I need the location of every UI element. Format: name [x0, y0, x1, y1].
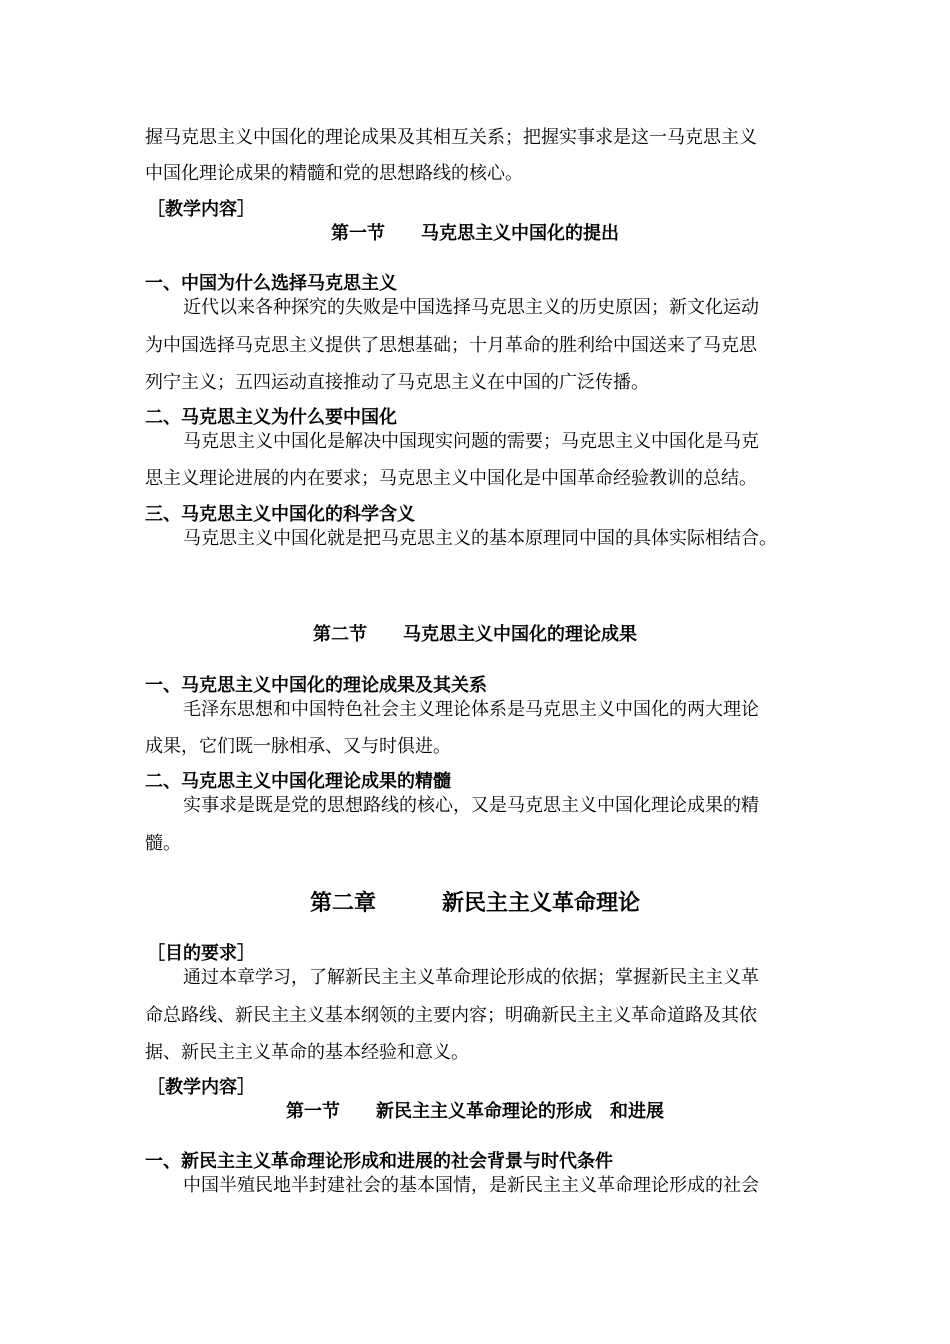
- paragraph-line: 列宁主义；五四运动直接推动了马克思主义在中国的广泛传播。: [145, 372, 649, 393]
- paragraph-line: 马克思主义中国化是解决中国现实问题的需要；马克思主义中国化是马克: [183, 431, 759, 452]
- paragraph-line: 思主义理论进展的内在要求；马克思主义中国化是中国革命经验教训的总结。: [145, 468, 757, 489]
- subsection-heading: 二、马克思主义为什么要中国化: [145, 407, 397, 428]
- paragraph-line: 中国半殖民地半封建社会的基本国情，是新民主主义革命理论形成的社会: [183, 1175, 759, 1196]
- paragraph-line: 毛泽东思想和中国特色社会主义理论体系是马克思主义中国化的两大理论: [183, 699, 759, 720]
- section-title: 第一节 马克思主义中国化的提出: [331, 223, 619, 244]
- subsection-heading: 一、新民主主义革命理论形成和进展的社会背景与时代条件: [145, 1151, 613, 1172]
- subsection-heading: 一、马克思主义中国化的理论成果及其关系: [145, 675, 487, 696]
- section-title: 第二节 马克思主义中国化的理论成果: [313, 624, 637, 645]
- teaching-content-label: ［教学内容］: [147, 1077, 255, 1098]
- paragraph-line: 握马克思主义中国化的理论成果及其相互关系；把握实事求是这一马克思主义: [145, 127, 757, 148]
- subsection-heading: 一、中国为什么选择马克思主义: [145, 273, 397, 294]
- section-title: 第一节 新民主主义革命理论的形成 和进展: [286, 1101, 664, 1122]
- chapter-title: 第二章 新民主主义革命理论: [309, 890, 640, 916]
- paragraph-line: 近代以来各种探究的失败是中国选择马克思主义的历史原因；新文化运动: [183, 297, 759, 318]
- paragraph-line: 命总路线、新民主主义基本纲领的主要内容；明确新民主主义革命道路及其依: [145, 1005, 757, 1026]
- paragraph-line: 马克思主义中国化就是把马克思主义的基本原理同中国的具体实际相结合。: [183, 528, 777, 549]
- paragraph-line: 髓。: [145, 833, 181, 854]
- paragraph-line: 实事求是既是党的思想路线的核心，又是马克思主义中国化理论成果的精: [183, 795, 759, 816]
- paragraph-line: 中国化理论成果的精髓和党的思想路线的核心。: [145, 163, 523, 184]
- paragraph-line: 据、新民主主义革命的基本经验和意义。: [145, 1042, 469, 1063]
- goal-label: ［目的要求］: [147, 943, 255, 964]
- paragraph-line: 成果，它们既一脉相承、又与时俱进。: [145, 736, 451, 757]
- subsection-heading: 二、马克思主义中国化理论成果的精髓: [145, 771, 451, 792]
- subsection-heading: 三、马克思主义中国化的科学含义: [145, 504, 415, 525]
- paragraph-line: 为中国选择马克思主义提供了思想基础；十月革命的胜利给中国送来了马克思: [145, 335, 757, 356]
- paragraph-line: 通过本章学习，了解新民主主义革命理论形成的依据；掌握新民主主义革: [183, 967, 759, 988]
- teaching-content-label: ［教学内容］: [147, 199, 255, 220]
